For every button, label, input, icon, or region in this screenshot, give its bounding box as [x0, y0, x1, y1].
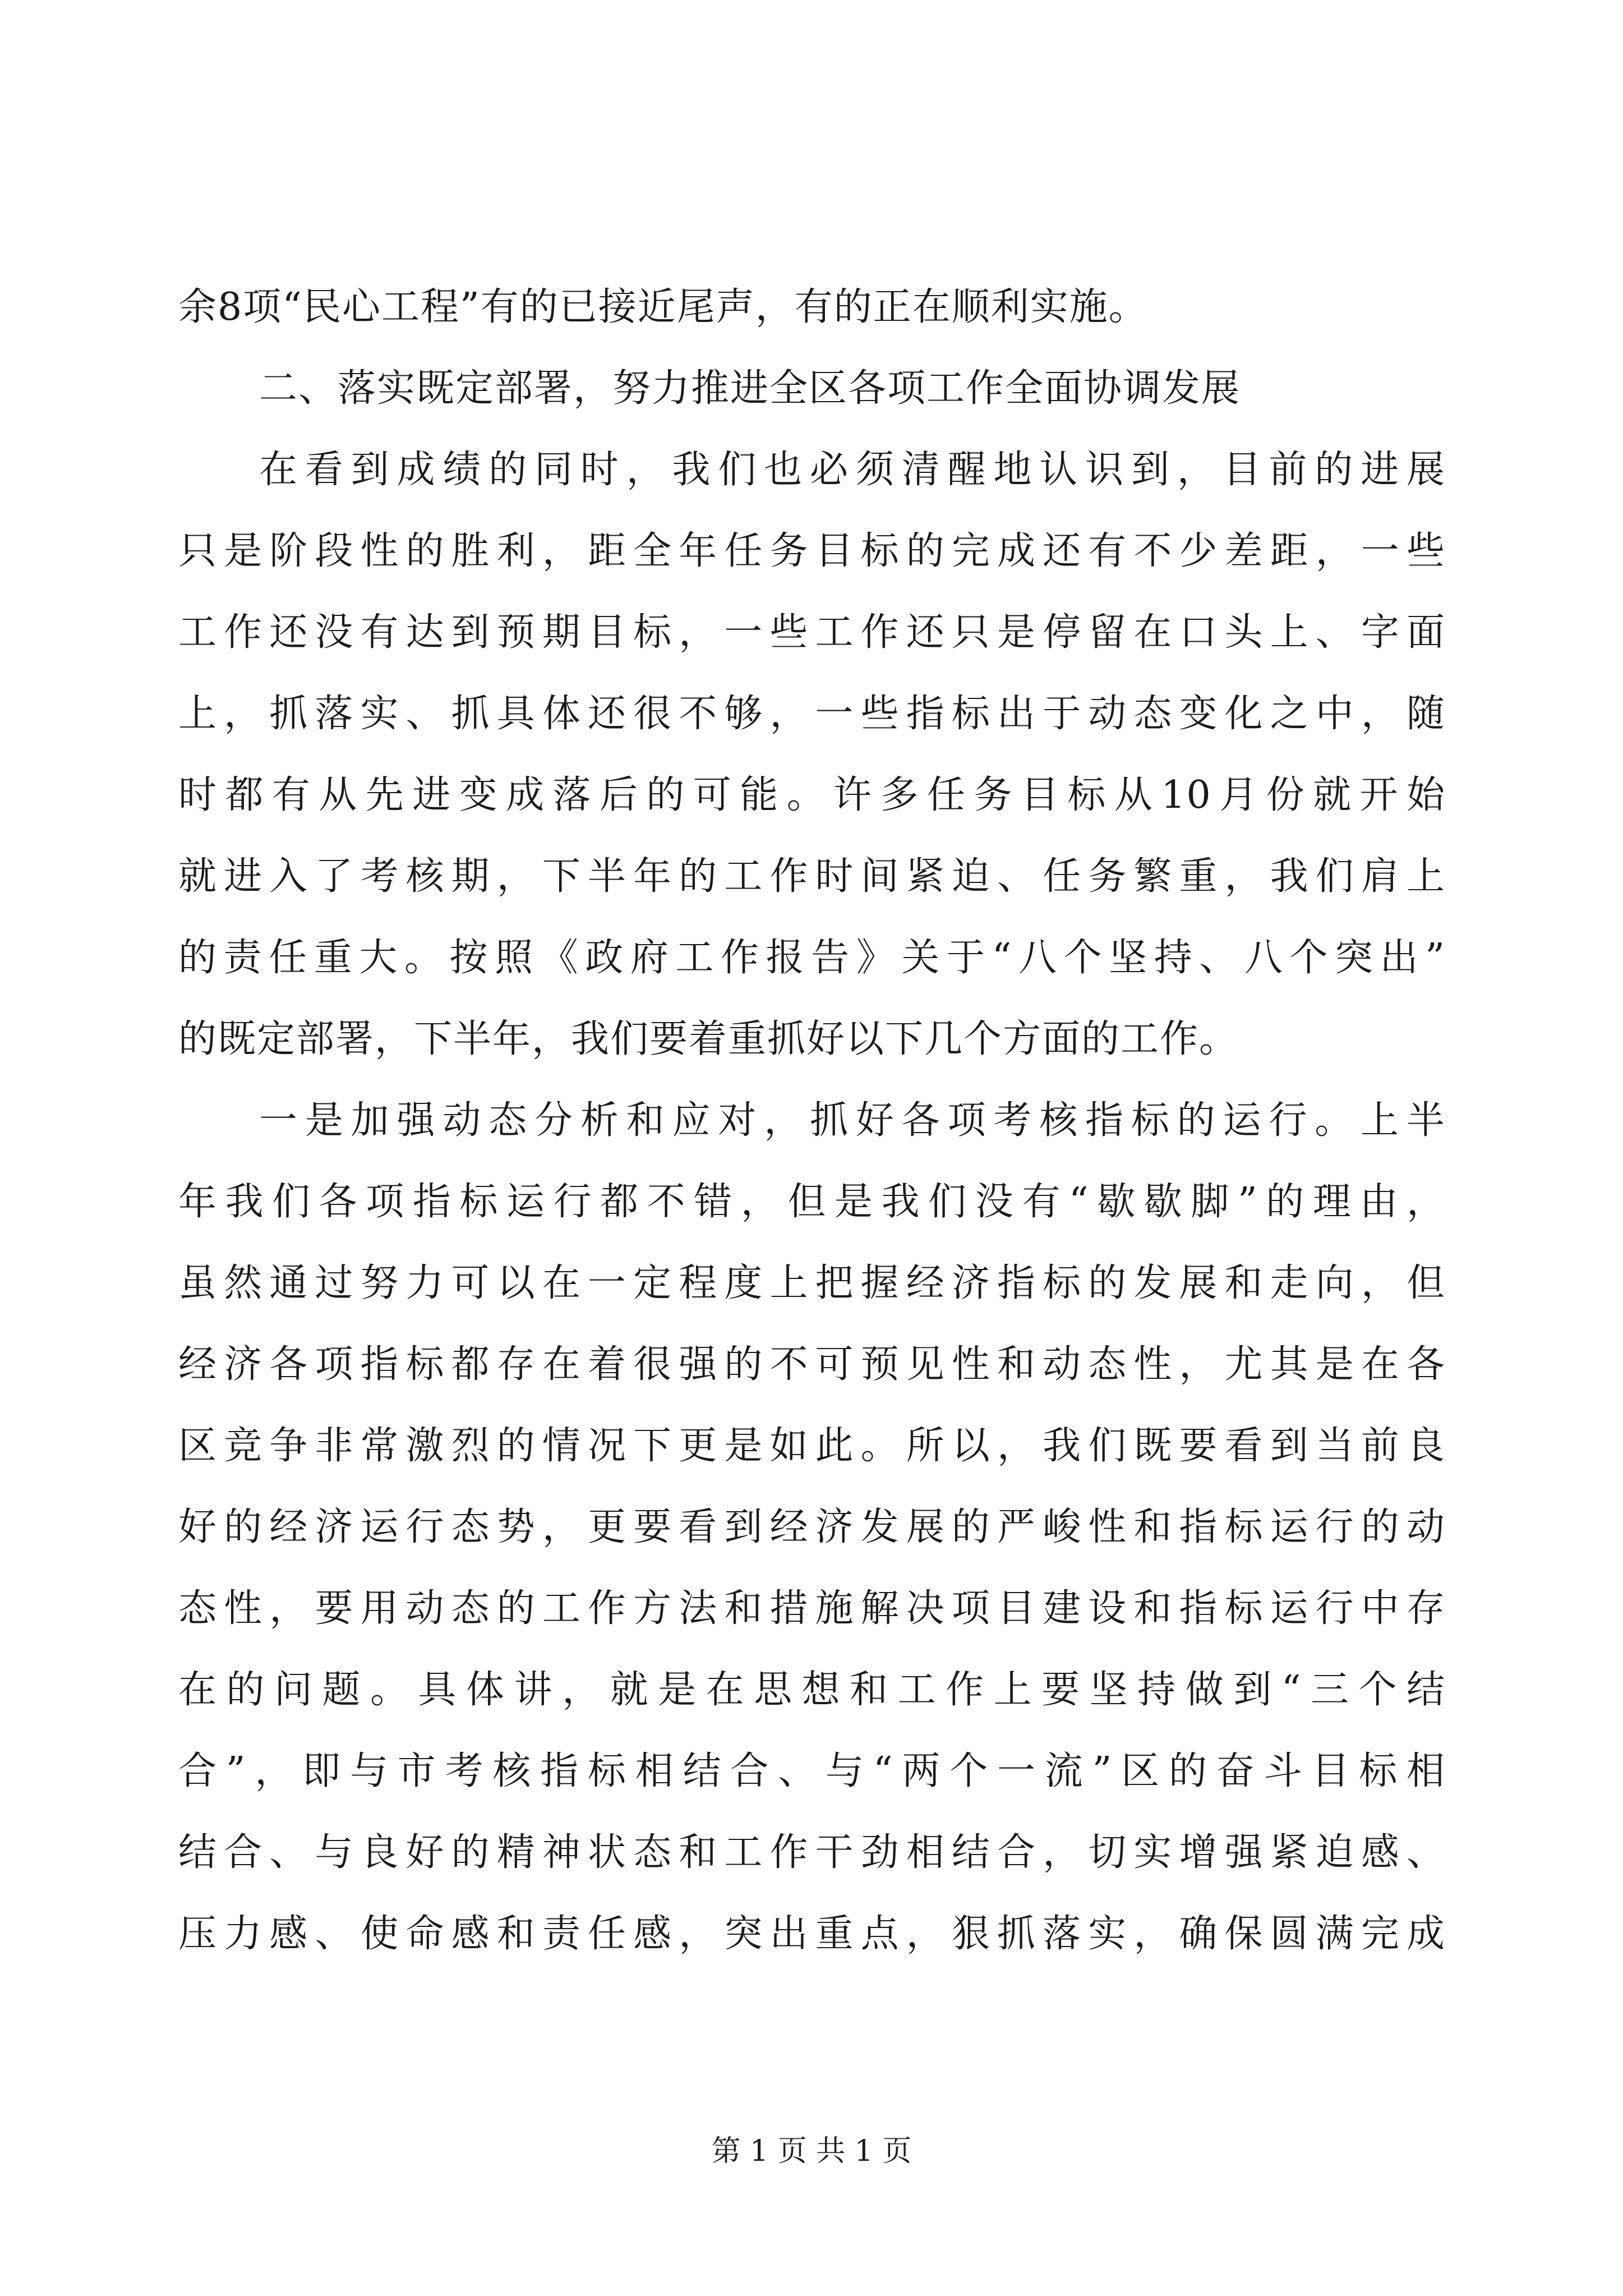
text-line: 好的经济运行态势，更要看到经济发展的严峻性和指标运行的动 [178, 1505, 1446, 1549]
document-body [178, 266, 1446, 1975]
section-heading: 二、落实既定部署，努力推进全区各项工作全面协调发展 [259, 366, 1241, 411]
text-line: 结合、与良好的精神状态和工作干劲相结合，切实增强紧迫感、 [178, 1830, 1446, 1875]
text-line: 的既定部署，下半年，我们要着重抓好以下几个方面的工作。 [178, 1017, 1239, 1061]
text-line: 在看到成绩的同时，我们也必须清醒地认识到，目前的进展 [259, 448, 1446, 492]
text-line: 虽然通过努力可以在一定程度上把握经济指标的发展和走向，但 [178, 1261, 1446, 1305]
text-line: 压力感、使命感和责任感，突出重点，狠抓落实，确保圆满完成 [178, 1912, 1446, 1956]
text-line: 区竞争非常激烈的情况下更是如此。所以，我们既要看到当前良 [178, 1424, 1446, 1468]
text-line: 时都有从先进变成落后的可能。许多任务目标从10月份就开始 [178, 773, 1446, 817]
text-line: 就进入了考核期，下半年的工作时间紧迫、任务繁重，我们肩上 [178, 854, 1446, 899]
text-line: 经济各项指标都存在着很强的不可预见性和动态性，尤其是在各 [178, 1342, 1446, 1387]
text-line: 工作还没有达到预期目标，一些工作还只是停留在口头上、字面 [178, 610, 1446, 655]
text-line: 态性，要用动态的工作方法和措施解决项目建设和指标运行中存 [178, 1586, 1446, 1631]
text-line: 在的问题。具体讲，就是在思想和工作上要坚持做到“三个结 [178, 1668, 1446, 1712]
text-line: 合”，即与市考核指标相结合、与“两个一流”区的奋斗目标相 [178, 1749, 1446, 1793]
text-line: 余8项“民心工程”有的已接近尾声，有的正在顺利实施。 [178, 285, 1148, 329]
text-line: 一是加强动态分析和应对，抓好各项考核指标的运行。上半 [259, 1098, 1446, 1143]
text-line: 的责任重大。按照《政府工作报告》关于“八个坚持、八个突出” [178, 936, 1446, 980]
text-line: 年我们各项指标运行都不错，但是我们没有“歇歇脚”的理由， [178, 1180, 1446, 1224]
text-line: 上，抓落实、抓具体还很不够，一些指标出于动态变化之中，随 [178, 692, 1446, 736]
text-line: 只是阶段性的胜利，距全年任务目标的完成还有不少差距，一些 [178, 529, 1446, 573]
page-number-footer: 第 1 页 共 1 页 [711, 2134, 912, 2168]
